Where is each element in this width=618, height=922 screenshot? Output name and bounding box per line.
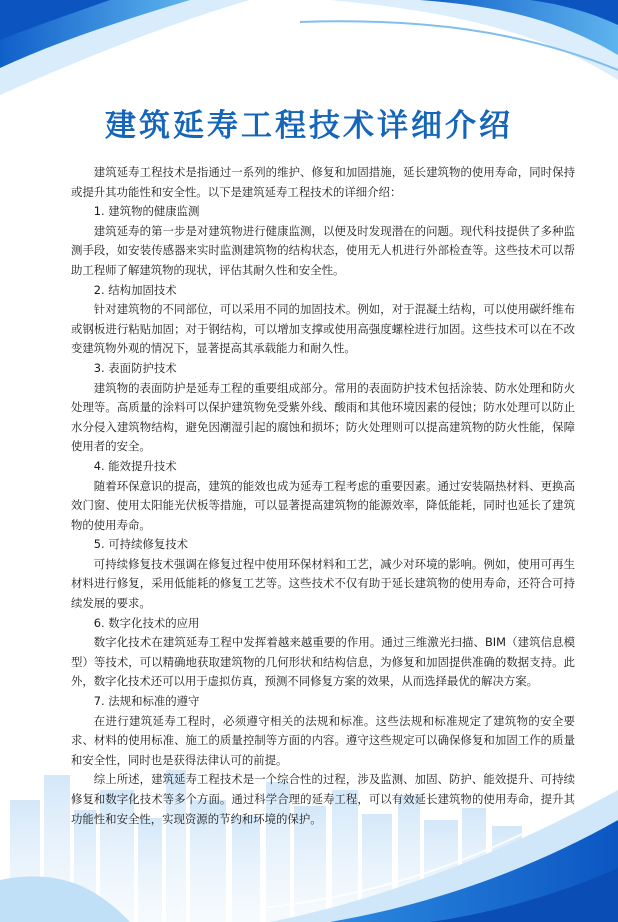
section-heading: 1. 建筑物的健康监测 (93, 204, 200, 219)
section-heading: 4. 能效提升技术 (93, 458, 177, 473)
article-body (71, 163, 575, 829)
section-body: 针对建筑物的不同部位，可以采用不同的加固技术。例如，对于混凝土结构，可以使用碳纤维布或钢板进行粘贴加固；对于钢结构，可以增加支撑或使用高强度螺栓进行加固。这些技术可以在不改变建筑物外观的情况下，显著提高其承载能力和耐久性。 (71, 302, 575, 356)
section-heading: 7. 法规和标准的遵守 (93, 694, 200, 709)
section-heading: 3. 表面防护技术 (93, 360, 177, 375)
section-body: 随着环保意识的提高，建筑的能效也成为延寿工程考虑的重要因素。通过安装隔热材料、更换高效门窗、使用太阳能光伏板等措施，可以显著提高建筑物的能源效率，降低能耗，同时也延长了建筑物的使用寿命。 (71, 478, 575, 532)
section-body: 可持续修复技术强调在修复过程中使用环保材料和工艺，减少对环境的影响。例如，使用可再生材料进行修复，采用低能耗的修复工艺等。这些技术不仅有助于延长建筑物的使用寿命，还符合可持续发展的要求。 (71, 556, 575, 611)
section-heading: 6. 数字化技术的应用 (93, 615, 200, 630)
section-body: 建筑物的表面防护是延寿工程的重要组成部分。常用的表面防护技术包括涂装、防水处理和防火处理等。高质量的涂料可以保护建筑物免受紫外线、酸雨和其他环境因素的侵蚀；防水处理可以防止水分侵入建筑物结构，避免因潮湿引起的腐蚀和损坏；防火处理则可以提高建筑物的防火性能，保障使用者的安全。 (71, 380, 575, 454)
section-heading: 2. 结构加固技术 (93, 282, 177, 297)
conclusion-paragraph: 综上所述，建筑延寿工程技术是一个综合性的过程，涉及监测、加固、防护、能效提升、可持续修复和数字化技术等多个方面。通过科学合理的延寿工程，可以有效延长建筑物的使用寿命，提升其功能性和安全性，实现资源的节约和环境的保护。 (71, 772, 575, 826)
poster-title: 建筑延寿工程技术详细介绍 (105, 108, 513, 144)
intro-paragraph: 建筑延寿工程技术是指通过一系列的维护、修复和加固措施，延长建筑物的使用寿命，同时保持或提升其功能性和安全性。以下是建筑延寿工程技术的详细介绍： (71, 165, 575, 199)
section-body: 数字化技术在建筑延寿工程中发挥着越来越重要的作用。通过三维激光扫描、BIM（建筑信息模型）等技术，可以精确地获取建筑物的几何形状和结构信息，为修复和加固提供准确的数据支持。此外，数字化技术还可以用于虚拟仿真，预测不同修复方案的效果，从而选择最优的解决方案。 (71, 635, 575, 689)
section-heading: 5. 可持续修复技术 (93, 537, 189, 552)
section-body: 建筑延寿的第一步是对建筑物进行健康监测，以便及时发现潜在的问题。现代科技提供了多种监测手段，如安装传感器来实时监测建筑物的结构状态，使用无人机进行外部检查等。这些技术可以帮助工程师了解建筑物的现状，评估其耐久性和安全性。 (71, 223, 575, 277)
top-right-wave (300, 0, 618, 80)
top-left-wave (0, 0, 250, 95)
section-body: 在进行建筑延寿工程时，必须遵守相关的法规和标准。这些法规和标准规定了建筑物的安全要求、材料的使用标准、施工的质量控制等方面的内容。遵守这些规定可以确保修复和加固工作的质量和安全性，同时也是获得法律认可的前提。 (71, 713, 575, 767)
